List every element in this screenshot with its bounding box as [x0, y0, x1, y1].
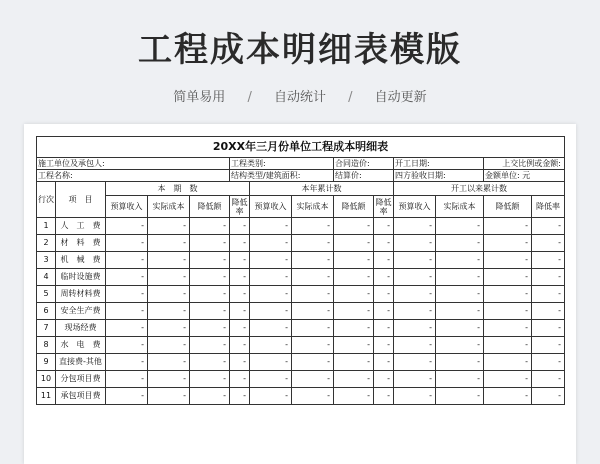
value-cell[interactable]: -	[484, 371, 532, 388]
value-cell[interactable]: -	[190, 269, 230, 286]
value-cell[interactable]: -	[230, 388, 250, 405]
value-cell[interactable]: -	[106, 371, 148, 388]
feature-auto-stats: 自动统计	[273, 90, 326, 105]
row-item: 现场经费	[56, 320, 106, 337]
value-cell[interactable]: -	[250, 252, 292, 269]
table-row	[37, 388, 565, 405]
value-cell[interactable]: -	[292, 269, 334, 286]
value-cell[interactable]: -	[394, 218, 436, 235]
value-cell[interactable]: -	[292, 218, 334, 235]
value-cell[interactable]: -	[106, 235, 148, 252]
value-cell[interactable]: -	[292, 235, 334, 252]
row-item: 机 械 费	[56, 252, 106, 269]
value-cell[interactable]: -	[334, 235, 374, 252]
value-cell[interactable]: -	[394, 337, 436, 354]
value-cell[interactable]: -	[374, 269, 394, 286]
value-cell[interactable]: -	[148, 235, 190, 252]
table-row	[37, 252, 565, 269]
value-cell[interactable]: -	[106, 218, 148, 235]
value-cell[interactable]: -	[106, 354, 148, 371]
row-number: 2	[37, 235, 56, 252]
structure-area-label: 结构类型/建筑面积:	[230, 170, 334, 182]
row-number: 11	[37, 388, 56, 405]
feature-easy: 简单易用	[173, 90, 226, 105]
value-cell[interactable]: -	[374, 354, 394, 371]
value-cell[interactable]: -	[484, 303, 532, 320]
value-cell[interactable]: -	[374, 286, 394, 303]
value-cell[interactable]: -	[532, 218, 565, 235]
value-cell[interactable]: -	[484, 235, 532, 252]
row-number: 1	[37, 218, 56, 235]
table-row	[37, 371, 565, 388]
row-item: 承包项目费	[56, 388, 106, 405]
subheader-ytd-budget-income: 预算收入	[250, 196, 292, 218]
value-cell[interactable]: -	[334, 303, 374, 320]
start-date-label: 开工日期:	[394, 158, 484, 170]
value-cell[interactable]: -	[532, 235, 565, 252]
group-year-to-date: 本年累计数	[250, 182, 394, 196]
value-cell[interactable]: -	[394, 371, 436, 388]
value-cell[interactable]: -	[292, 337, 334, 354]
cost-detail-table	[36, 136, 565, 405]
table-row	[37, 320, 565, 337]
value-cell[interactable]: -	[106, 320, 148, 337]
value-cell[interactable]: -	[436, 337, 484, 354]
row-number: 5	[37, 286, 56, 303]
settlement-label: 结算价:	[334, 170, 394, 182]
value-cell[interactable]: -	[250, 235, 292, 252]
value-cell[interactable]: -	[230, 320, 250, 337]
subheader-ytd-reduction-amount: 降低额	[334, 196, 374, 218]
value-cell[interactable]: -	[230, 269, 250, 286]
value-cell[interactable]: -	[436, 286, 484, 303]
value-cell[interactable]: -	[436, 320, 484, 337]
value-cell[interactable]: -	[374, 371, 394, 388]
value-cell[interactable]: -	[436, 252, 484, 269]
value-cell[interactable]: -	[334, 388, 374, 405]
row-number: 3	[37, 252, 56, 269]
value-cell[interactable]: -	[250, 286, 292, 303]
value-cell[interactable]: -	[436, 388, 484, 405]
value-cell[interactable]: -	[190, 354, 230, 371]
feature-separator: /	[247, 90, 252, 105]
value-cell[interactable]: -	[106, 269, 148, 286]
row-item: 分包项目费	[56, 371, 106, 388]
row-number: 4	[37, 269, 56, 286]
value-cell[interactable]: -	[484, 320, 532, 337]
value-cell[interactable]: -	[394, 320, 436, 337]
value-cell[interactable]: -	[292, 252, 334, 269]
value-cell[interactable]: -	[230, 286, 250, 303]
spreadsheet-preview	[24, 124, 576, 464]
value-cell[interactable]: -	[106, 252, 148, 269]
row-item: 水 电 费	[56, 337, 106, 354]
value-cell[interactable]: -	[106, 388, 148, 405]
item-header: 项 目	[56, 182, 106, 218]
value-cell[interactable]: -	[190, 320, 230, 337]
value-cell[interactable]: -	[334, 252, 374, 269]
page-title: 工程成本明细表模版	[138, 30, 462, 70]
row-no-header: 行次	[37, 182, 56, 218]
value-cell[interactable]: -	[190, 252, 230, 269]
table-row	[37, 337, 565, 354]
value-cell[interactable]: -	[484, 388, 532, 405]
value-cell[interactable]: -	[230, 218, 250, 235]
table-row	[37, 218, 565, 235]
value-cell[interactable]: -	[436, 218, 484, 235]
value-cell[interactable]: -	[532, 320, 565, 337]
value-cell[interactable]: -	[484, 286, 532, 303]
value-cell[interactable]: -	[230, 354, 250, 371]
row-item: 人 工 费	[56, 218, 106, 235]
value-cell[interactable]: -	[190, 218, 230, 235]
value-cell[interactable]: -	[334, 337, 374, 354]
value-cell[interactable]: -	[292, 371, 334, 388]
value-cell[interactable]: -	[230, 303, 250, 320]
table-row	[37, 286, 565, 303]
value-cell[interactable]: -	[148, 252, 190, 269]
value-cell[interactable]: -	[394, 252, 436, 269]
row-number: 6	[37, 303, 56, 320]
row-item: 直接费-其他	[56, 354, 106, 371]
subheader-since-start-reduction-rate: 降低率	[532, 196, 565, 218]
subheader-current-reduction-rate: 降低率	[231, 197, 248, 216]
row-number: 10	[37, 371, 56, 388]
table-row	[37, 354, 565, 371]
subheader-since-start-budget-income: 预算收入	[394, 196, 436, 218]
value-cell[interactable]: -	[250, 337, 292, 354]
value-cell[interactable]: -	[394, 269, 436, 286]
value-cell[interactable]: -	[230, 337, 250, 354]
table-row	[37, 235, 565, 252]
value-cell[interactable]: -	[436, 269, 484, 286]
value-cell[interactable]: -	[250, 371, 292, 388]
value-cell[interactable]: -	[374, 337, 394, 354]
value-cell[interactable]: -	[532, 371, 565, 388]
value-cell[interactable]: -	[148, 303, 190, 320]
value-cell[interactable]: -	[394, 286, 436, 303]
value-cell[interactable]: -	[292, 354, 334, 371]
value-cell[interactable]: -	[532, 337, 565, 354]
value-cell[interactable]: -	[148, 337, 190, 354]
row-number: 7	[37, 320, 56, 337]
amount-unit-label: 金额单位: 元	[484, 170, 565, 182]
value-cell[interactable]: -	[190, 388, 230, 405]
value-cell[interactable]: -	[374, 235, 394, 252]
value-cell[interactable]: -	[334, 286, 374, 303]
value-cell[interactable]: -	[394, 388, 436, 405]
value-cell[interactable]: -	[334, 269, 374, 286]
value-cell[interactable]: -	[484, 354, 532, 371]
value-cell[interactable]: -	[334, 354, 374, 371]
table-row	[37, 303, 565, 320]
value-cell[interactable]: -	[106, 303, 148, 320]
subheader-current-budget-income: 预算收入	[106, 196, 148, 218]
subheader-current-actual-cost: 实际成本	[148, 196, 190, 218]
sheet-title: 20XX年三月份单位工程成本明细表	[37, 137, 565, 158]
value-cell[interactable]: -	[250, 303, 292, 320]
group-current-period: 本 期 数	[106, 182, 250, 196]
value-cell[interactable]: -	[394, 303, 436, 320]
value-cell[interactable]: -	[436, 354, 484, 371]
value-cell[interactable]: -	[230, 252, 250, 269]
subheader-current-reduction-amount: 降低额	[190, 196, 230, 218]
subheader-ytd-reduction-rate: 降低率	[375, 197, 392, 216]
table-row	[37, 269, 565, 286]
feature-separator: /	[348, 90, 353, 105]
value-cell[interactable]: -	[374, 303, 394, 320]
subheader-since-start-actual-cost: 实际成本	[436, 196, 484, 218]
value-cell[interactable]: -	[148, 286, 190, 303]
value-cell[interactable]: -	[484, 252, 532, 269]
project-name-label: 工程名称:	[37, 170, 230, 182]
value-cell[interactable]: -	[436, 235, 484, 252]
value-cell[interactable]: -	[148, 218, 190, 235]
value-cell[interactable]: -	[532, 252, 565, 269]
value-cell[interactable]: -	[106, 337, 148, 354]
value-cell[interactable]: -	[292, 286, 334, 303]
value-cell[interactable]: -	[374, 252, 394, 269]
value-cell[interactable]: -	[374, 218, 394, 235]
value-cell[interactable]: -	[484, 269, 532, 286]
row-number: 8	[37, 337, 56, 354]
feature-auto-update: 自动更新	[374, 90, 427, 105]
value-cell[interactable]: -	[190, 337, 230, 354]
value-cell[interactable]: -	[148, 269, 190, 286]
value-cell[interactable]: -	[292, 320, 334, 337]
value-cell[interactable]: -	[334, 218, 374, 235]
value-cell[interactable]: -	[190, 235, 230, 252]
value-cell[interactable]: -	[250, 269, 292, 286]
value-cell[interactable]: -	[190, 303, 230, 320]
value-cell[interactable]: -	[532, 388, 565, 405]
value-cell[interactable]: -	[148, 388, 190, 405]
group-since-start: 开工以来累计数	[394, 182, 565, 196]
value-cell[interactable]: -	[374, 388, 394, 405]
value-cell[interactable]: -	[532, 354, 565, 371]
row-item: 临时设施费	[56, 269, 106, 286]
value-cell[interactable]: -	[436, 371, 484, 388]
value-cell[interactable]: -	[148, 354, 190, 371]
value-cell[interactable]: -	[230, 371, 250, 388]
value-cell[interactable]: -	[148, 320, 190, 337]
subheader-since-start-reduction-amount: 降低额	[484, 196, 532, 218]
value-cell[interactable]: -	[250, 218, 292, 235]
subheader-ytd-actual-cost: 实际成本	[292, 196, 334, 218]
value-cell[interactable]: -	[394, 354, 436, 371]
value-cell[interactable]: -	[532, 303, 565, 320]
value-cell[interactable]: -	[230, 235, 250, 252]
row-item: 材 料 费	[56, 235, 106, 252]
project-type-label: 工程类别:	[230, 158, 334, 170]
row-item: 周转材料费	[56, 286, 106, 303]
value-cell[interactable]: -	[334, 371, 374, 388]
value-cell[interactable]: -	[250, 388, 292, 405]
value-cell[interactable]: -	[250, 354, 292, 371]
value-cell[interactable]: -	[532, 286, 565, 303]
row-number: 9	[37, 354, 56, 371]
row-item: 安全生产费	[56, 303, 106, 320]
value-cell[interactable]: -	[292, 388, 334, 405]
value-cell[interactable]: -	[190, 286, 230, 303]
value-cell[interactable]: -	[190, 371, 230, 388]
feature-list	[0, 86, 600, 105]
value-cell[interactable]: -	[484, 337, 532, 354]
ratio-amount-label: 上交比例或金额:	[484, 158, 565, 170]
value-cell[interactable]: -	[436, 303, 484, 320]
value-cell[interactable]: -	[250, 320, 292, 337]
value-cell[interactable]: -	[374, 320, 394, 337]
value-cell[interactable]: -	[292, 303, 334, 320]
contract-price-label: 合同造价:	[334, 158, 394, 170]
value-cell[interactable]: -	[334, 320, 374, 337]
value-cell[interactable]: -	[484, 218, 532, 235]
contractor-label: 施工单位及承包人:	[37, 158, 230, 170]
value-cell[interactable]: -	[532, 269, 565, 286]
acceptance-date-label: 四方验收日期:	[394, 170, 484, 182]
value-cell[interactable]: -	[148, 371, 190, 388]
value-cell[interactable]: -	[106, 286, 148, 303]
value-cell[interactable]: -	[394, 235, 436, 252]
